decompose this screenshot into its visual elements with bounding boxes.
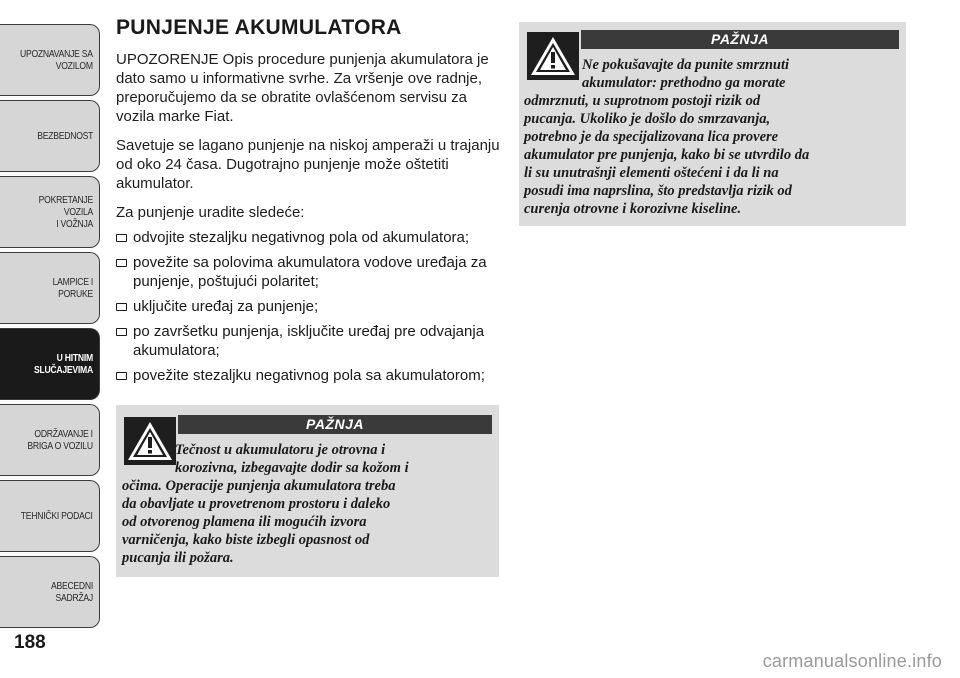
page-number: 188	[14, 632, 46, 653]
warning-box-frozen-battery	[519, 22, 906, 226]
section-title: PUNJENJE AKUMULATORA	[116, 16, 402, 39]
square-bullet-icon	[116, 303, 127, 311]
list-item: uključite uređaj za punjenje;	[116, 297, 500, 316]
watermark: carmanualsonline.info	[762, 651, 942, 671]
tab-odrzavanje-i-briga[interactable]: ODRŽAVANJE I BRIGA O VOZILU	[0, 404, 100, 476]
steps-list	[116, 228, 500, 385]
warning-text: Ne pokušavajte da punite smrznuti akumulator: prethodno ga morate odmrznuti, u suprotnom postoji rizik od pucanja. Ukoliko je došlo do smrzavanja, potrebno je da specijalizovana lica provere akumulator pre punjenja, kako bi se utvrdilo da li su unutrašnji elementi oštećeni i da li na posudi ima naprslina, što predstavlja rizik od curenja otrovne i korozivne kiseline.	[524, 57, 810, 217]
warning-heading: PAŽNJA	[581, 30, 899, 49]
tab-u-hitnim-slucajevima[interactable]: U HITNIM SLUČAJEVIMA	[0, 328, 100, 400]
square-bullet-icon	[116, 259, 127, 267]
tab-bezbednost[interactable]: BEZBEDNOST	[0, 100, 100, 172]
list-item: odvojite stezaljku negativnog pola od akumulatora;	[116, 228, 500, 247]
square-bullet-icon	[116, 234, 127, 242]
tab-abecedni-sadrzaj[interactable]: ABECEDNI SADRŽAJ	[0, 556, 100, 628]
warning-heading: PAŽNJA	[178, 415, 492, 434]
tab-upoznavanje-sa-vozilom[interactable]: UPOZNAVANJE SA VOZILOM	[0, 24, 100, 96]
square-bullet-icon	[116, 328, 127, 336]
tab-pokretanje-vozila[interactable]: POKRETANJE VOZILA I VOŽNJA	[0, 176, 100, 248]
advice-paragraph: Savetuje se lagano punjenje na niskoj amperaži u trajanju od oko 24 časa. Dugotrajno punjenje može oštetiti akumulator.	[116, 137, 500, 192]
main-content	[116, 16, 500, 391]
warning-box-battery-fluid	[116, 405, 499, 577]
intro-paragraph: UPOZORENJE Opis procedure punjenja akumulatora je dato samo u informativne svrhe. Za vršenje ove radnje, preporučujemo da se obratite ovlašćenom servisu za vozila marke Fiat.	[116, 51, 489, 125]
steps-intro: Za punjenje uradite sledeće:	[116, 204, 305, 221]
tab-lampice-i-poruke[interactable]: LAMPICE I PORUKE	[0, 252, 100, 324]
list-item: po završetku punjenja, isključite uređaj pre odvajanja akumulatora;	[116, 322, 500, 360]
list-item: povežite stezaljku negativnog pola sa akumulatorom;	[116, 366, 500, 385]
list-item: povežite sa polovima akumulatora vodove uređaja za punjenje, poštujući polaritet;	[116, 253, 500, 291]
tab-tehnicki-podaci[interactable]: TEHNIČKI PODACI	[0, 480, 100, 552]
warning-text: Tečnost u akumulatoru je otrovna i korozivna, izbegavajte dodir sa kožom i očima. Operacije punjenja akumulatora treba da obavljate u provetrenom prostoru i daleko od otvorenog plamena ili mogućih izvora varničenja, kako biste izbegli opasnost od pucanja ili požara.	[122, 442, 409, 566]
square-bullet-icon	[116, 372, 127, 380]
